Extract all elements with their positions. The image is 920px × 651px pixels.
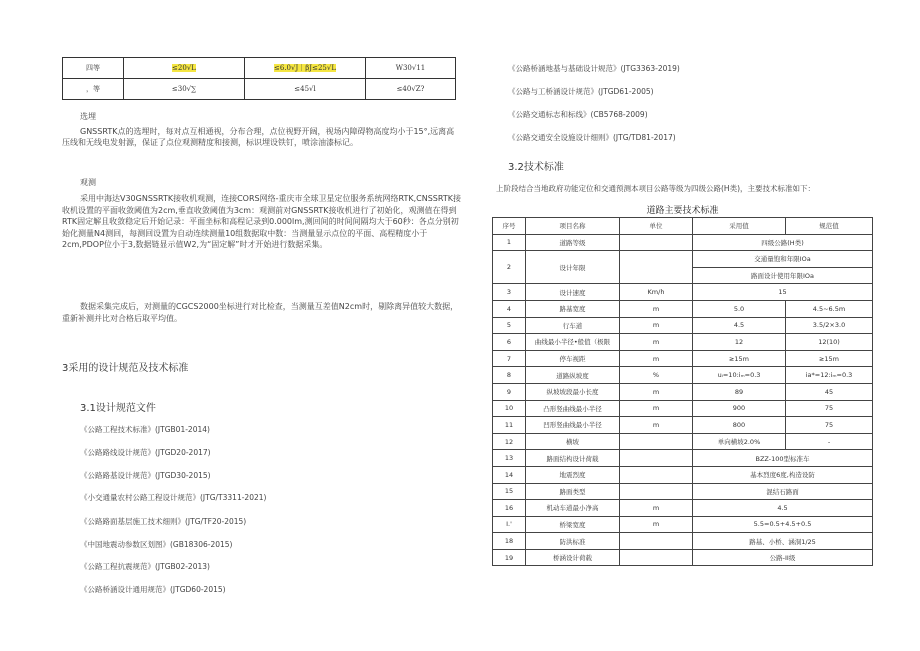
row-name: 纵坡坡段最小长度	[526, 383, 620, 400]
row-num: 18	[493, 533, 526, 550]
table-cell	[245, 58, 366, 79]
row-num: 7	[493, 350, 526, 367]
row-value: 公路-II级	[693, 549, 873, 566]
guance-paragraph: 采用中海达V30GNSSRTK接收机观测，连接CORS网络-重庆市全球卫星定位服务系统网络RTK,CNSSRTK接收机设置的平面收敛阈值为2cm,垂直收敛阈值为3cm：观测前对GNSSRTK接收机进行了初始化，观测值在得到RTK固定解且收敛稳定后开始记录：平面坐标和高程记录到0.000lm,测回间的时间间隔均大于60秒：各点分别初始化测量N4测回，每测回设置为自动连续测量10组数据取中数：当测量显示点位的平面、高程精度小于2cm,PDOP位小于3,数据链显示值W2,为“固定解”时才开始进行数据采集。	[62, 194, 461, 249]
row-unit: m	[620, 317, 693, 334]
table-row	[493, 251, 873, 268]
row-spec: 45	[786, 383, 873, 400]
ref-item: 《公路路线设计规范》(JTGD20-2017)	[80, 448, 211, 457]
row-num: 13	[493, 450, 526, 467]
row-value: 4.5	[693, 317, 786, 334]
row-value: ≥15m	[693, 350, 786, 367]
table-row	[493, 234, 873, 251]
row-name: 凸形竖曲线最小半径	[526, 400, 620, 417]
row-value: 5.5=0.5+4.5+0.5	[693, 516, 873, 533]
row-unit	[620, 433, 693, 450]
table-row	[493, 483, 873, 500]
row-value: BZZ-100型标准车	[693, 450, 873, 467]
table-cell: 四等	[63, 58, 124, 79]
row-unit: m	[620, 500, 693, 517]
ref-item: 《公路交通标志和标线》(CB5768-2009)	[508, 110, 648, 119]
guance-title: 观测	[80, 178, 96, 187]
ref-item: 《公路桥涵地基与基础设计规范》(JTG3363-2019)	[508, 64, 680, 73]
row-unit: m	[620, 334, 693, 351]
row-name: 机动车道最小净高	[526, 500, 620, 517]
row-name: 横坡	[526, 433, 620, 450]
row-unit: m	[620, 400, 693, 417]
row-unit	[620, 234, 693, 251]
table-row	[493, 334, 873, 351]
row-unit	[620, 549, 693, 566]
table-row	[493, 466, 873, 483]
section-3-1-title: 3.1设计规范文件	[80, 403, 156, 414]
table-row	[493, 367, 873, 384]
table-cell: ，等	[63, 79, 124, 100]
row-num: 9	[493, 383, 526, 400]
row-name: 桥梁宽度	[526, 516, 620, 533]
table-cell	[124, 58, 245, 79]
top-precision-table	[62, 57, 456, 100]
table-cell: ≤30√∑	[124, 79, 245, 100]
row-name: 设计速度	[526, 284, 620, 301]
ref-item: 《公路路面基层施工技术细则》(JTG/TF20-2015)	[80, 517, 247, 526]
row-spec: 75	[786, 417, 873, 434]
row-value: 路面设计使用年限IOa	[693, 267, 873, 284]
section-3-title: 3采用的设计规范及技术标准	[62, 363, 189, 374]
xuandian-paragraph: GNSSRTK点的选埋时，每对点互相通视，分布合理，点位视野开阔，视场内障碍物高度均小于15°,远离高压线和无线电发射源，保证了点位观测精度和接测，标识埋设铁钉，喷涂油漆标记。	[62, 127, 455, 147]
highlighted-value: ≤6.0√J｜βJ≤25√L	[274, 64, 336, 72]
row-unit: %	[620, 367, 693, 384]
row-value: 89	[693, 383, 786, 400]
row-name: 行车道	[526, 317, 620, 334]
row-num: 8	[493, 367, 526, 384]
row-name: 停车视距	[526, 350, 620, 367]
row-num: 3	[493, 284, 526, 301]
row-value: 基本烈度6度,构造设防	[693, 466, 873, 483]
row-value: 路基、小桥、涵洞1/25	[693, 533, 873, 550]
table-row	[493, 516, 873, 533]
row-num: 19	[493, 549, 526, 566]
row-unit: Km/h	[620, 284, 693, 301]
row-name: 桥涵设计荷载	[526, 549, 620, 566]
row-value: 12	[693, 334, 786, 351]
ref-item: 《公路桥涵设计通用规范》(JTGD60-2015)	[80, 585, 226, 594]
row-name: 防洪标准	[526, 533, 620, 550]
row-name: 路面类型	[526, 483, 620, 500]
row-unit: m	[620, 383, 693, 400]
standards-table	[492, 217, 873, 566]
highlighted-value: ≤20√L	[172, 64, 196, 72]
table-row	[493, 533, 873, 550]
column-header: 采用值	[693, 218, 786, 235]
row-unit: m	[620, 417, 693, 434]
row-spec: 4.5~6.5m	[786, 300, 873, 317]
column-header: 单位	[620, 218, 693, 235]
table-row	[493, 450, 873, 467]
column-header: 规范值	[786, 218, 873, 235]
xuandian-title: 选埋	[80, 112, 96, 121]
column-header: 项目名称	[526, 218, 620, 235]
row-num: 5	[493, 317, 526, 334]
standards-intro: 上阶段结合当地政府功能定位和交通预测本项目公路等级为四级公路(H类)，主要技术标准如下：	[496, 184, 815, 193]
table-row	[63, 58, 456, 79]
table-row	[493, 500, 873, 517]
row-name: 地震烈度	[526, 466, 620, 483]
row-spec: 3.5/2×3.0	[786, 317, 873, 334]
row-unit: m	[620, 516, 693, 533]
section-3-2-title: 3.2技术标准	[508, 162, 564, 173]
row-unit	[620, 450, 693, 467]
table-row	[493, 300, 873, 317]
row-value: 800	[693, 417, 786, 434]
row-name: 路基宽度	[526, 300, 620, 317]
table-row	[493, 284, 873, 301]
row-num: 11	[493, 417, 526, 434]
row-unit: m	[620, 300, 693, 317]
row-name: 凹形竖曲线最小半径	[526, 417, 620, 434]
row-value: 5.0	[693, 300, 786, 317]
ref-item: 《小交通量农村公路工程设计规范》(JTG/T3311-2021)	[80, 493, 267, 502]
table-cell: ≤40√Z?	[366, 79, 456, 100]
row-num: 4	[493, 300, 526, 317]
table-row	[63, 79, 456, 100]
column-header: 序号	[493, 218, 526, 235]
ref-item: 《公路工程技术标准》(JTGB01-2014)	[80, 425, 210, 434]
row-unit	[620, 483, 693, 500]
row-unit: m	[620, 350, 693, 367]
row-value: 900	[693, 400, 786, 417]
ref-item: 《公路交通安全设施设计细则》(JTG/TD81-2017)	[508, 133, 676, 142]
row-spec: 75	[786, 400, 873, 417]
ref-item: 《公路工程抗震规范》(JTGB02-2013)	[80, 562, 210, 571]
table-row	[493, 400, 873, 417]
row-num: I.'	[493, 516, 526, 533]
table-row	[493, 383, 873, 400]
row-name: 道路纵坡度	[526, 367, 620, 384]
table-row	[493, 433, 873, 450]
row-value: uᵢ=10:iₘ=0.3	[693, 367, 786, 384]
row-num: 15	[493, 483, 526, 500]
row-num: 6	[493, 334, 526, 351]
table-row	[493, 350, 873, 367]
row-num: 14	[493, 466, 526, 483]
row-value: 15	[693, 284, 873, 301]
row-name: 道路等级	[526, 234, 620, 251]
row-value: 单向横坡2.0%	[693, 433, 786, 450]
table-title: 道路主要技术标准	[646, 206, 719, 216]
row-spec: 12(10)	[786, 334, 873, 351]
row-num: 2	[493, 251, 526, 284]
table-header-row	[493, 218, 873, 235]
row-name: 设计年限	[526, 251, 620, 284]
shuju-paragraph: 数据采集完成后，对测量的CGCS2000坐标进行对比检查，当测量互差值N2cm时，剔除离异值较大数据，重新补测并比对合格后取平均值。	[62, 302, 459, 323]
table-cell: ≤45√l	[245, 79, 366, 100]
ref-item: 《公路与工桥涵设计规范》(JTGD61-2005)	[508, 87, 654, 96]
row-unit	[620, 251, 693, 284]
row-value: 混结石路面	[693, 483, 873, 500]
row-unit	[620, 466, 693, 483]
row-name: 曲线最小半径•般值（极限	[526, 334, 620, 351]
row-num: 1	[493, 234, 526, 251]
row-value: 交通量饱和年限IOa	[693, 251, 873, 268]
row-num: 12	[493, 433, 526, 450]
row-spec: -	[786, 433, 873, 450]
table-row	[493, 417, 873, 434]
table-cell: W30√11	[366, 58, 456, 79]
row-name: 路面结构设计荷载	[526, 450, 620, 467]
row-value: 4.5	[693, 500, 873, 517]
row-num: 10	[493, 400, 526, 417]
row-num: 16	[493, 500, 526, 517]
ref-item: 《中国地震动参数区划图》(GB18306-2015)	[80, 540, 233, 549]
table-row	[493, 549, 873, 566]
row-unit	[620, 533, 693, 550]
row-spec: ia*=12:iₘ=0.3	[786, 367, 873, 384]
row-spec: ≥15m	[786, 350, 873, 367]
row-value: 四级公路(H类)	[693, 234, 873, 251]
ref-item: 《公路路基设计规范》(JTGD30-2015)	[80, 471, 211, 480]
table-row	[493, 317, 873, 334]
